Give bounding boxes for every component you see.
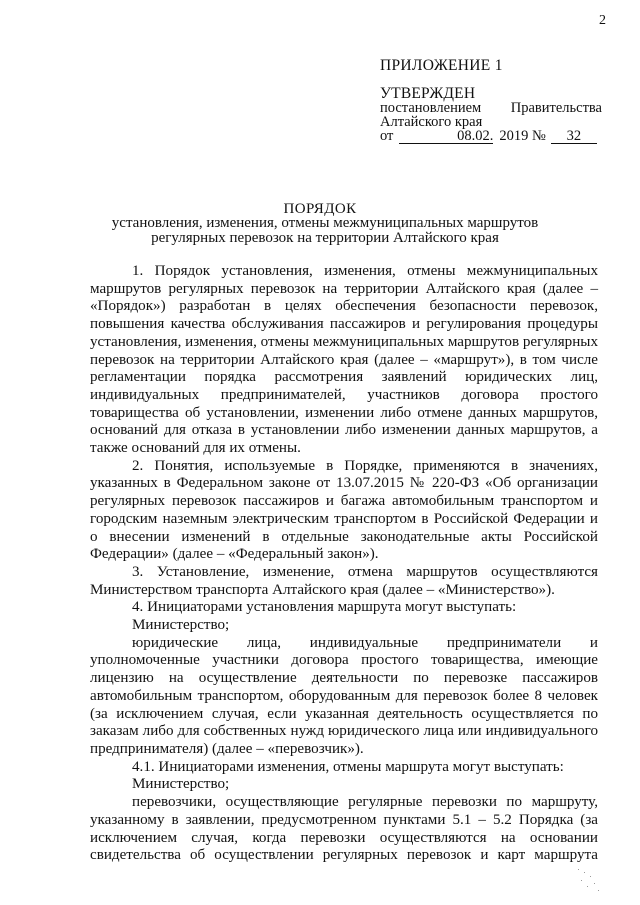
approved-by-right: Правительства [510,100,602,116]
document-subtitle-line-2: регулярных перевозок на территории Алтайского края [151,230,499,246]
document-title: ПОРЯДОК [283,201,357,217]
approved-label: УТВЕРЖДЕН [380,85,476,102]
year-number-label: 2019 № [499,128,546,144]
document-subtitle-line-1: установления, изменения, отмены межмуниципальных маршрутов [111,215,539,231]
approval-date-line [380,129,602,144]
paragraph-5: Министерство; [132,617,230,634]
date-prefix: от [380,128,394,144]
page-number: 2 [599,13,606,28]
scan-noise [574,865,610,895]
number-field: 32 [551,129,597,144]
approval-block [380,87,602,144]
approved-by-line [380,101,602,115]
paragraph-6: юридические лица, индивидуальные предприниматели и уполномоченные участники договора простого товарищества, имеющие лицензию на осуществление деятельности по перевозке пассажиров автомобильным транспортом, оборудованным для перевозок более 8 человек (за исключением случая, если указанная деятельность осуществляется по заказам либо для собственных нужд юридического лица или индивидуального предпринимателя) (далее – «перевозчик»). [90,634,598,757]
paragraph-3: 3. Установление, изменение, отмена маршрутов осуществляются Министерством транспорта Алтайского края (далее – «Министерство»). [90,563,598,598]
date-field: 08.02. [399,129,493,144]
document-body [90,263,598,865]
paragraph-8: Министерство; [132,776,230,793]
paragraph-9: перевозчики, осуществляющие регулярные перевозки по маршруту, указанному в заявлении, предусмотренном пунктами 5.1 – 5.2 Порядка (за исключением случая, когда перевозки осуществляются на основании свидетельства об осуществлении регулярных перевозок и карт маршрута [90,794,598,864]
paragraph-4: 4. Инициаторами установления маршрута могут выступать: [132,599,517,616]
appendix-label: ПРИЛОЖЕНИЕ 1 [380,57,503,74]
approved-region: Алтайского края [380,114,483,130]
approved-by-left: постановлением [380,100,482,116]
paragraph-2: 2. Понятия, используемые в Порядке, применяются в значениях, указанных в Федеральном законе от 13.07.2015 № 220-ФЗ «Об организации регулярных перевозок пассажиров и багажа автомобильным транспортом и городским наземным электрическим транспортом в Российской Федерации и о внесении изменений в отдельные законодательные акты Российской Федерации» (далее – «Федеральный закон»). [90,457,598,563]
paragraph-7: 4.1. Инициаторами изменения, отмены маршрута могут выступать: [132,758,564,775]
paragraph-1: 1. Порядок установления, изменения, отмены межмуниципальных маршрутов регулярных перевозок на территории Алтайского края (далее – «Порядок») разработан в целях обеспечения безопасности перевозок, повышения качества обслуживания пассажиров и регулирования процедуры установления, изменения, отмены межмуниципальных маршрутов регулярных перевозок на территории Алтайского края (далее – «маршрут»), в том числе регламентации порядка рассмотрения заявлений юридических лиц, индивидуальных предпринимателей, участников договора простого товарищества об установлении, изменении либо отмене данных маршрутов, оснований для отказа в установлении либо изменении данных маршрутов, а также оснований для их отмены. [90,263,598,457]
